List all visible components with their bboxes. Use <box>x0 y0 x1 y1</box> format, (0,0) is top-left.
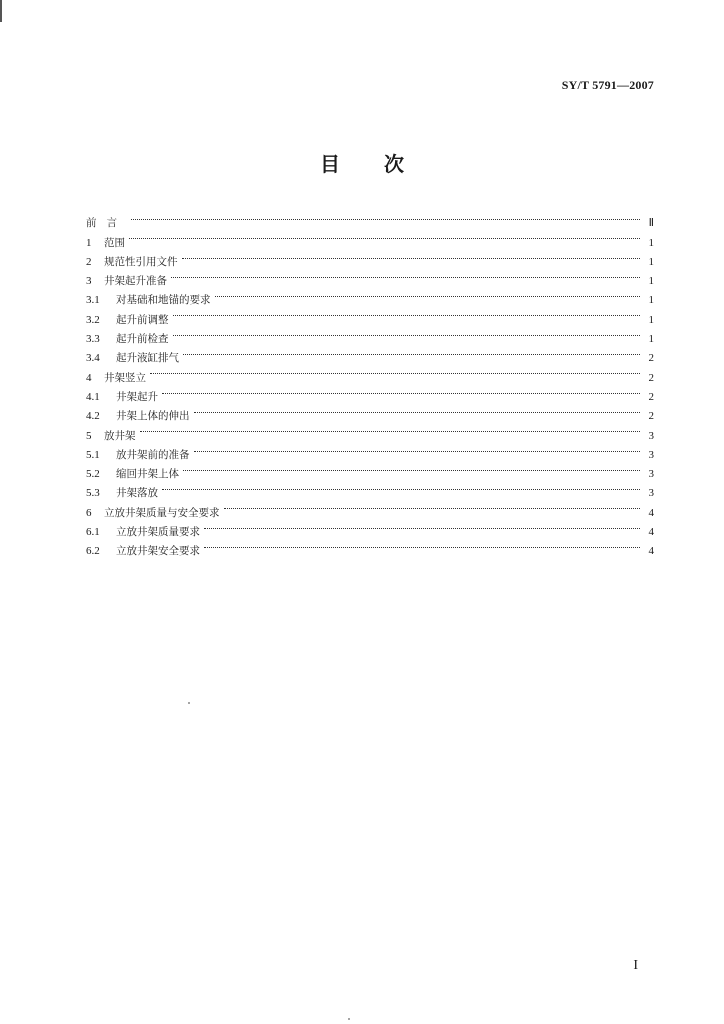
toc-dot-leader <box>183 342 640 361</box>
toc-entry-number: 6.2 <box>86 545 100 558</box>
toc-entry-label: 起升前调整 <box>116 313 169 326</box>
toc-dot-leader <box>194 439 641 458</box>
toc-entry-label: 井架起升 <box>116 390 158 403</box>
toc-entry[interactable] <box>86 439 654 461</box>
toc-entry-page: 1 <box>648 294 654 307</box>
toc-entry-page: 3 <box>648 468 654 481</box>
toc-entry-number: 4 <box>86 371 92 384</box>
toc-heading-char-1: 目 <box>320 152 340 176</box>
toc-entry-label: 放井架前的准备 <box>116 448 190 461</box>
toc-entry-label: 立放井架质量与安全要求 <box>104 506 220 519</box>
toc-entry-page: 1 <box>648 333 654 346</box>
toc-entry-label: 井架起升准备 <box>104 275 167 288</box>
toc-entry[interactable] <box>86 381 654 403</box>
toc-entry-page: 1 <box>648 255 654 268</box>
document-code: SY/T 5791—2007 <box>561 78 654 92</box>
toc-entry-page: 3 <box>648 448 654 461</box>
toc-dot-leader <box>204 516 640 535</box>
toc-entry[interactable] <box>86 400 654 423</box>
toc-entry-number: 4.1 <box>86 390 100 403</box>
toc-entry-label: 范围 <box>104 236 125 249</box>
toc-entry-number: 3.1 <box>86 294 100 307</box>
toc-entry-page: 4 <box>648 506 654 519</box>
toc-entry-label: 井架竖立 <box>104 371 146 384</box>
toc-dot-leader <box>173 303 641 322</box>
toc-entry-label: 前言 <box>86 217 127 230</box>
scan-edge-mark <box>0 0 2 22</box>
toc-entry-number: 5.2 <box>86 468 100 481</box>
toc-entry[interactable] <box>86 207 654 230</box>
toc-entry[interactable] <box>86 226 654 249</box>
toc-entry-page: 1 <box>648 236 654 249</box>
toc-entry[interactable] <box>86 477 654 500</box>
toc-entry-page: 4 <box>648 545 654 558</box>
toc-entry-page: 2 <box>648 352 654 365</box>
toc-entry-label: 对基础和地锚的要求 <box>116 294 211 307</box>
toc-entry-label: 起升液缸排气 <box>116 352 179 365</box>
toc-dot-leader <box>173 323 641 342</box>
toc-dot-leader <box>171 265 640 284</box>
toc-entry-page: 3 <box>648 429 654 442</box>
toc-entry[interactable] <box>86 496 654 519</box>
toc-entry-page: 2 <box>648 390 654 403</box>
toc-entry-number: 6.1 <box>86 526 100 539</box>
toc-entry-number: 5.3 <box>86 487 100 500</box>
toc-entry-page: 1 <box>648 275 654 288</box>
toc-entry-label: 井架落放 <box>116 487 158 500</box>
toc-entry-number: 5.1 <box>86 448 100 461</box>
toc-heading <box>0 148 724 177</box>
table-of-contents <box>86 207 654 558</box>
toc-dot-leader <box>183 458 640 477</box>
toc-entry-number: 3.2 <box>86 313 100 326</box>
toc-heading-char-2: 次 <box>384 152 404 176</box>
toc-dot-leader <box>162 381 640 400</box>
toc-dot-leader <box>150 361 640 380</box>
toc-entry-number: 6 <box>86 506 92 519</box>
toc-dot-leader <box>162 477 640 496</box>
toc-dot-leader <box>224 496 641 515</box>
toc-entry-number: 1 <box>86 236 92 249</box>
toc-dot-leader <box>131 207 640 226</box>
toc-entry-label: 放井架 <box>104 429 136 442</box>
toc-entry-label: 缩回井架上体 <box>116 468 179 481</box>
toc-dot-leader <box>129 226 640 245</box>
toc-entry[interactable] <box>86 361 654 384</box>
toc-entry-number: 5 <box>86 429 92 442</box>
toc-dot-leader <box>204 535 640 554</box>
toc-entry-number: 2 <box>86 255 92 268</box>
toc-entry[interactable] <box>86 265 654 288</box>
toc-entry-number: 4.2 <box>86 410 100 423</box>
scan-speck <box>188 702 190 704</box>
toc-dot-leader <box>194 400 641 419</box>
toc-entry-number: 3.4 <box>86 352 100 365</box>
toc-dot-leader <box>140 419 641 438</box>
toc-entry-page: 2 <box>648 371 654 384</box>
toc-entry-number: 3 <box>86 275 92 288</box>
toc-entry-label: 井架上体的伸出 <box>116 410 190 423</box>
toc-entry-page: 1 <box>648 313 654 326</box>
toc-entry[interactable] <box>86 284 654 307</box>
toc-entry-page: 4 <box>648 526 654 539</box>
toc-entry-label: 起升前检查 <box>116 333 169 346</box>
toc-entry[interactable] <box>86 419 654 442</box>
page-number: I <box>633 958 638 973</box>
toc-entry-page: 2 <box>648 410 654 423</box>
toc-entry-number: 3.3 <box>86 333 100 346</box>
toc-entry-page: 3 <box>648 487 654 500</box>
scan-speck <box>348 1018 350 1020</box>
toc-entry-label: 规范性引用文件 <box>104 255 178 268</box>
toc-entry[interactable] <box>86 246 654 268</box>
toc-entry-page: Ⅱ <box>648 217 654 230</box>
toc-dot-leader <box>215 284 641 303</box>
toc-dot-leader <box>182 246 641 265</box>
toc-entry-label: 立放井架质量要求 <box>116 526 200 539</box>
toc-entry-label: 立放井架安全要求 <box>116 545 200 558</box>
